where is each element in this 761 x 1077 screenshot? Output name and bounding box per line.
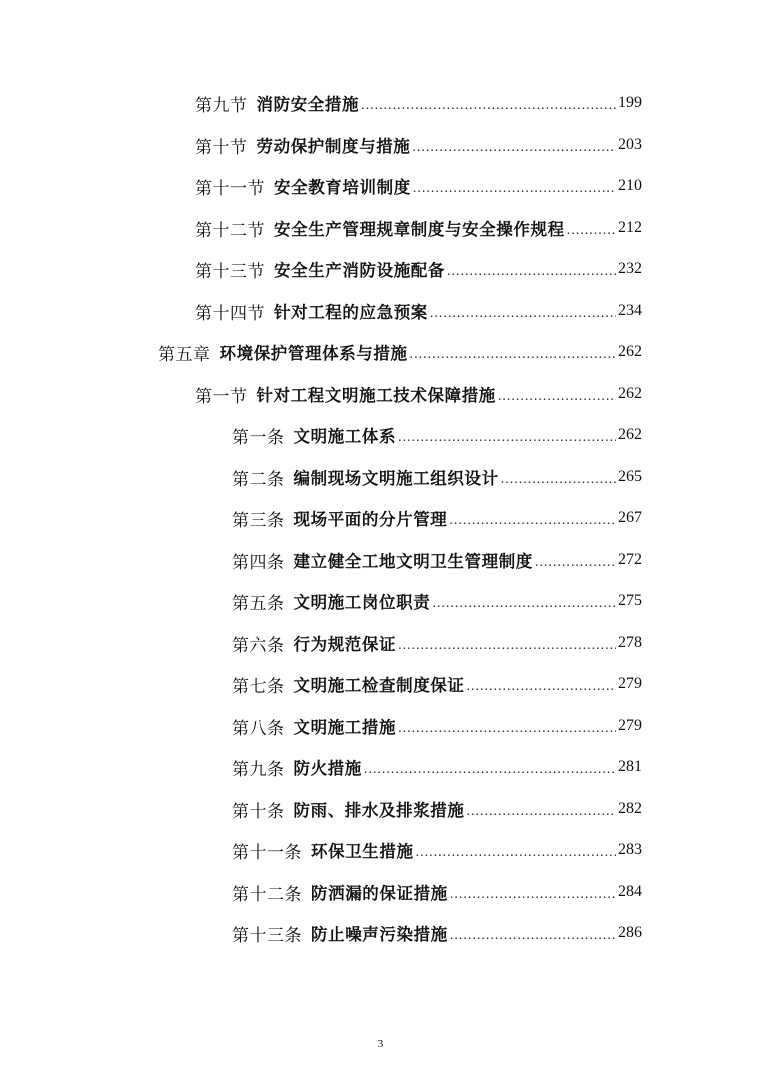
- toc-entry-label: 第七条: [232, 676, 285, 697]
- dot-leader: [432, 599, 616, 616]
- toc-entry[interactable]: [195, 130, 642, 160]
- toc-entry-title: 行为规范保证: [293, 635, 397, 654]
- toc-entry-label: 第十四节: [195, 303, 265, 324]
- toc-entry[interactable]: [232, 918, 642, 948]
- toc-entry-page: 234: [618, 302, 642, 319]
- toc-entry-title: 劳动保护制度与措施: [256, 137, 411, 156]
- dot-leader: [412, 143, 616, 160]
- toc-entry-title: 文明施工检查制度保证: [293, 676, 465, 695]
- dot-leader: [398, 641, 616, 658]
- dot-leader: [410, 350, 616, 367]
- dot-leader: [467, 807, 617, 824]
- toc-entry-page: 286: [618, 924, 642, 941]
- toc-entry[interactable]: [232, 628, 642, 658]
- toc-entry-page: 199: [618, 94, 642, 111]
- toc-entry-label: 第九节: [195, 95, 248, 116]
- toc-entry-title: 环境保护管理体系与措施: [219, 344, 408, 363]
- dot-leader: [567, 226, 616, 243]
- toc-entry-label: 第六条: [232, 635, 285, 656]
- toc-entry-page: 282: [618, 800, 642, 817]
- toc-entry-page: 262: [618, 426, 642, 443]
- dot-leader: [535, 558, 616, 575]
- toc-entry-page: 212: [618, 219, 642, 236]
- page-number: 3: [377, 1038, 384, 1050]
- toc-entry-page: 281: [618, 758, 642, 775]
- toc-entry[interactable]: [232, 835, 642, 865]
- toc-entry-title: 编制现场文明施工组织设计: [293, 469, 499, 488]
- toc-entry[interactable]: [232, 420, 642, 450]
- dot-leader: [416, 848, 616, 865]
- toc-entry-title: 环保卫生措施: [311, 842, 414, 861]
- toc-entry-page: 272: [618, 551, 642, 568]
- toc-entry-label: 第五章: [158, 344, 211, 365]
- toc-entry-page: 275: [618, 592, 642, 609]
- toc-entry[interactable]: [232, 669, 642, 699]
- toc-entry[interactable]: [232, 877, 642, 907]
- toc-entry-page: 210: [618, 177, 642, 194]
- toc-entry-label: 第九条: [232, 759, 285, 780]
- toc-entry[interactable]: [195, 171, 642, 201]
- toc-entry-label: 第八条: [232, 718, 285, 739]
- dot-leader: [501, 475, 616, 492]
- toc-entry-title: 防雨、排水及排浆措施: [293, 801, 465, 820]
- toc-entry-label: 第一节: [195, 386, 248, 407]
- toc-entry-title: 防止噪声污染措施: [311, 925, 448, 944]
- toc-entry[interactable]: [232, 545, 642, 575]
- toc-entry-title: 针对工程的应急预案: [274, 303, 428, 322]
- toc-entry-page: 262: [618, 385, 642, 402]
- toc-entry[interactable]: [195, 379, 642, 409]
- toc-entry-page: 283: [618, 841, 642, 858]
- toc-entry-title: 针对工程文明施工技术保障措施: [256, 386, 496, 405]
- toc-entry-label: 第五条: [232, 593, 285, 614]
- toc-entry-title: 建立健全工地文明卫生管理制度: [293, 552, 533, 571]
- dot-leader: [413, 184, 616, 201]
- toc-entry-label: 第十一条: [232, 842, 302, 863]
- toc-entry[interactable]: [232, 503, 642, 533]
- toc-entry-page: 278: [618, 634, 642, 651]
- dot-leader: [430, 309, 616, 326]
- toc-entry-label: 第一条: [232, 427, 285, 448]
- dot-leader: [398, 433, 616, 450]
- toc-entry-title: 安全生产管理规章制度与安全操作规程: [274, 220, 565, 239]
- toc-entry[interactable]: [195, 296, 642, 326]
- toc-entry-title: 防火措施: [293, 759, 362, 778]
- toc-entry[interactable]: [232, 586, 642, 616]
- toc-entry-page: 279: [618, 675, 642, 692]
- dot-leader: [361, 101, 616, 118]
- toc-entry-label: 第十条: [232, 801, 285, 822]
- dot-leader: [498, 392, 616, 409]
- toc-entry[interactable]: [195, 88, 642, 118]
- toc-entry-label: 第四条: [232, 552, 285, 573]
- dot-leader: [447, 267, 616, 284]
- toc-entry-title: 文明施工岗位职责: [293, 593, 431, 612]
- toc-entry-page: 203: [618, 136, 642, 153]
- toc-entry-label: 第十三条: [232, 925, 302, 946]
- toc-entry-label: 第十二节: [195, 220, 265, 241]
- toc-entry-title: 现场平面的分片管理: [293, 510, 448, 529]
- dot-leader: [450, 890, 616, 907]
- dot-leader: [364, 765, 616, 782]
- dot-leader: [450, 931, 616, 948]
- toc-entry-title: 文明施工措施: [293, 718, 397, 737]
- toc-entry-page: 265: [618, 468, 642, 485]
- toc-entry[interactable]: [232, 752, 642, 782]
- toc-entry-page: 262: [618, 343, 642, 360]
- toc-entry-label: 第二条: [232, 469, 285, 490]
- toc-entry-label: 第十节: [195, 137, 248, 158]
- toc-entry[interactable]: [158, 337, 642, 367]
- dot-leader: [398, 724, 616, 741]
- toc-entry[interactable]: [232, 711, 642, 741]
- toc-entry-title: 文明施工体系: [293, 427, 397, 446]
- toc-entry-label: 第十一节: [195, 178, 265, 199]
- toc-entry-title: 消防安全措施: [256, 95, 360, 114]
- toc-entry-page: 232: [618, 260, 642, 277]
- toc-entry-label: 第十三节: [195, 261, 265, 282]
- toc-entry-title: 安全生产消防设施配备: [274, 261, 445, 280]
- dot-leader: [467, 682, 617, 699]
- toc-entry-label: 第十二条: [232, 884, 302, 905]
- toc-entry[interactable]: [195, 213, 642, 243]
- dot-leader: [449, 516, 616, 533]
- toc-entry[interactable]: [232, 794, 642, 824]
- toc-entry-title: 防洒漏的保证措施: [311, 884, 448, 903]
- toc-entry-label: 第三条: [232, 510, 285, 531]
- toc-entry[interactable]: [232, 462, 642, 492]
- toc-entry[interactable]: [195, 254, 642, 284]
- toc-entry-page: 279: [618, 717, 642, 734]
- toc-entry-title: 安全教育培训制度: [274, 178, 411, 197]
- toc-entry-page: 284: [618, 883, 642, 900]
- toc-entry-page: 267: [618, 509, 642, 526]
